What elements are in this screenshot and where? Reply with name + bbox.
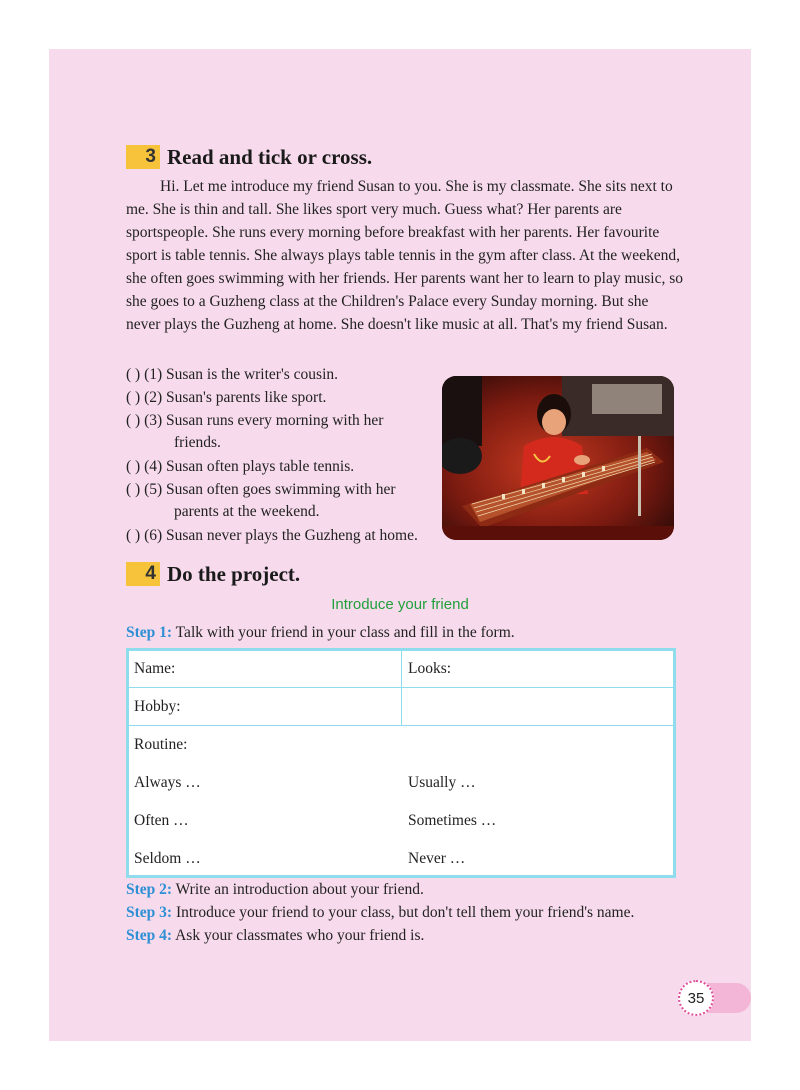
section-4-header	[126, 561, 300, 587]
form-usually-cell[interactable]: Usually …	[408, 774, 476, 791]
statement-1	[126, 364, 338, 386]
guzheng-photo	[442, 376, 674, 540]
statement-text: ( ) (6) Susan never plays the Guzheng at home.	[126, 527, 418, 544]
statement-2	[126, 387, 326, 409]
statement-text: ( ) (3) Susan runs every morning with her	[126, 412, 384, 429]
reading-passage	[126, 175, 686, 336]
statement-text: ( ) (1) Susan is the writer's cousin.	[126, 366, 339, 383]
project-subtitle: Introduce your friend	[331, 596, 469, 613]
step-label: Step 4:	[126, 927, 173, 944]
statement-text: ( ) (4) Susan often plays table tennis.	[126, 458, 355, 475]
statement-continuation: friends.	[174, 434, 221, 451]
table-divider	[129, 725, 673, 726]
form-looks-cell[interactable]: Looks:	[408, 660, 452, 677]
step-text: Talk with your friend in your class and fill in the form.	[172, 624, 515, 641]
section-title: Do the project.	[167, 561, 301, 586]
section-number-badge: 4	[126, 562, 160, 586]
step-1	[126, 624, 515, 642]
passage-text: Hi. Let me introduce my friend Susan to you. She is my classmate. She sits next to me. She is thin and tall. She likes sport very much. Guess what? Her parents are sportspeople. She runs every morning before breakfast with her parents. Her favourite sport is table tennis. She always plays table tennis in the gym after class. At the weekend, she often goes swimming with her friends. Her parents want her to learn to play music, so she goes to a Guzheng class at the Children's Palace every Sunday morning. But she never plays the Guzheng at home. She doesn't like music at all. That's my friend Susan.	[126, 178, 684, 333]
friend-form-table	[126, 648, 676, 878]
form-name-cell[interactable]: Name:	[134, 660, 176, 677]
statement-6	[126, 525, 418, 547]
form-always-cell[interactable]: Always …	[134, 774, 201, 791]
form-sometimes-cell[interactable]: Sometimes …	[408, 812, 497, 829]
statement-3	[126, 410, 383, 454]
step-label: Step 1:	[126, 624, 173, 641]
section-number-badge: 3	[126, 145, 160, 169]
page-number: 35	[678, 980, 714, 1016]
statement-5	[126, 479, 396, 523]
step-text: Write an introduction about your friend.	[172, 881, 424, 898]
form-routine-label: Routine:	[134, 736, 188, 753]
step-label: Step 2:	[126, 881, 173, 898]
step-text: Introduce your friend to your class, but don't tell them your friend's name.	[172, 904, 635, 921]
statement-continuation: parents at the weekend.	[174, 503, 320, 520]
step-text: Ask your classmates who your friend is.	[172, 927, 425, 944]
step-label: Step 3:	[126, 904, 173, 921]
table-divider	[401, 651, 402, 725]
step-2	[126, 881, 424, 899]
step-4	[126, 927, 424, 945]
statement-4	[126, 456, 354, 478]
form-seldom-cell[interactable]: Seldom …	[134, 850, 201, 867]
form-never-cell[interactable]: Never …	[408, 850, 466, 867]
section-3-header	[126, 144, 372, 170]
statement-text: ( ) (5) Susan often goes swimming with her	[126, 481, 396, 498]
step-3	[126, 904, 634, 922]
form-hobby-cell[interactable]: Hobby:	[134, 698, 181, 715]
statement-text: ( ) (2) Susan's parents like sport.	[126, 389, 327, 406]
section-title: Read and tick or cross.	[167, 144, 373, 169]
form-often-cell[interactable]: Often …	[134, 812, 189, 829]
